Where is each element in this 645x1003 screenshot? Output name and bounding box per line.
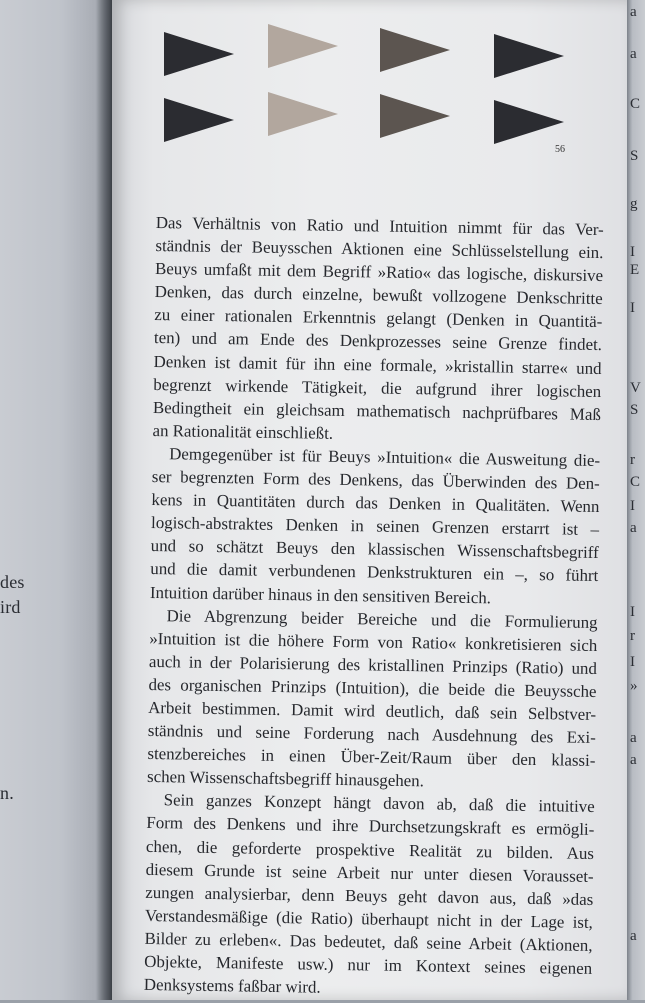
- triangle-ornament: [164, 22, 584, 152]
- right-page-fragment: V: [630, 380, 641, 396]
- right-page-fragment: a: [630, 730, 637, 746]
- right-page-fragment: I: [630, 498, 635, 514]
- text-line: Objekte, Manifeste usw.) nur im Kontext seines eigenen: [144, 951, 593, 978]
- right-page-fragment: a: [630, 928, 637, 944]
- right-page-fragment: S: [630, 148, 639, 164]
- text-line: stenzbereiches in einen Über-Zeit/Raum über den klassi-: [147, 744, 596, 771]
- paragraph-1: [152, 211, 604, 449]
- right-page-fragment: I: [630, 604, 635, 620]
- text-line: ständnis der Beuysschen Aktionen eine Schlüsselstellung ein.: [155, 236, 604, 263]
- text-line: Denken ist damit für ihn eine formale, »kristallin starre« und: [153, 351, 602, 378]
- triangle-mid-2: [380, 94, 450, 138]
- text-line: und die damit verbundenen Denkstrukturen ein –, so führt: [150, 559, 599, 586]
- text-line: kens in Quantitäten durch das Denken in Qualitäten. Wenn: [151, 490, 600, 517]
- right-page-fragment: r: [630, 452, 635, 468]
- text-line: »Intuition ist die höhere Form von Ratio« konkretisieren sich: [149, 628, 598, 655]
- text-line: Demgegenüber ist für Beuys »Intuition« die Ausweitung die-: [169, 444, 601, 470]
- text-line: an Rationalität einschließt.: [152, 420, 334, 443]
- right-page-fragment: C: [630, 474, 641, 490]
- triangle-light-1: [268, 24, 338, 68]
- triangle-light-2: [268, 92, 338, 136]
- text-line: Arbeit bestimmen. Damit wird deutlich, daß sein Selbstver-: [148, 697, 597, 724]
- right-page-edge: [627, 0, 645, 1000]
- text-line: Beuys umfaßt mit dem Begriff »Ratio« das logische, diskursive: [154, 259, 604, 286]
- text-line: Bilder zu erleben«. Das bedeutet, daß seine Arbeit (Aktionen,: [144, 928, 593, 955]
- right-page-fragment: C: [630, 96, 641, 112]
- triangle-dark-2: [494, 34, 564, 78]
- page-number: 56: [555, 144, 565, 155]
- right-page-fragment: g: [630, 196, 638, 212]
- text-line: begrenzt wirkende Tätigkeit, die aufgrund ihrer logischen: [153, 374, 602, 401]
- triangle-dark-4: [494, 100, 564, 144]
- text-line: schen Wissenschaftsbegriff hinausgehen.: [146, 767, 425, 791]
- right-page-fragment: a: [630, 752, 637, 768]
- text-line: des organischen Prinzips (Intuition), die beide die Beuyssche: [148, 674, 597, 701]
- book-page: [112, 0, 627, 1000]
- text-line: Denksystems faßbar wird.: [143, 974, 321, 997]
- right-page-fragment: I: [630, 300, 635, 316]
- paragraph-4: [144, 788, 595, 1003]
- text-line: Die Abgrenzung beider Bereiche und die Formulierung: [166, 605, 598, 632]
- right-page-fragment: a: [630, 4, 637, 20]
- text-line: und so schätzt Beuys den klassischen Wissenschaftsbegriff: [150, 536, 599, 563]
- paragraph-2: [150, 442, 600, 611]
- right-page-fragment: r: [630, 628, 635, 644]
- text-line: zungen analysierbar, denn Beuys geht davon aus, daß »das: [145, 882, 594, 909]
- paragraph-3: [147, 604, 598, 796]
- text-line: ständnis und seine Forderung nach Ausdehnung des Exi-: [147, 720, 596, 748]
- left-page-fragment: ird: [0, 597, 21, 617]
- text-line: Denken, das durch einzelne, bewußt vollzogene Denkschritte: [154, 282, 603, 309]
- text-line: Das Verhältnis von Ratio und Intuition nimmt für das Ver-: [155, 212, 604, 240]
- left-page-fragment: n.: [0, 783, 14, 803]
- triangle-dark-3: [164, 98, 234, 142]
- right-page-fragment: E: [630, 262, 640, 278]
- triangle-dark-1: [164, 32, 234, 76]
- text-line: ten) und am Ende des Denkprozesses seine Grenze findet.: [153, 328, 603, 355]
- right-page-fragment: a: [630, 520, 637, 536]
- text-line: logisch-abstraktes Denken in seinen Grenzen erstarrt ist –: [150, 513, 600, 540]
- text-line: Intuition darüber hinaus in den sensitiven Bereich.: [149, 582, 492, 607]
- text-line: Verstandesmäßige (die Ratio) überhaupt nicht in der Lage ist,: [144, 905, 594, 932]
- text-line: Sein ganzes Konzept hängt davon ab, daß die intuitive: [163, 790, 595, 817]
- text-line: ser begrenzten Form des Denkens, das Überwinden des Den-: [151, 466, 600, 494]
- left-page-fragment: des: [0, 572, 25, 592]
- text-line: Bedingtheit ein gleichsam mathematisch nachprüfbares Maß: [152, 397, 602, 424]
- right-page-fragment: S: [630, 402, 639, 418]
- text-line: chen, die geforderte prospektive Realität zu bilden. Aus: [145, 836, 595, 863]
- right-page-fragment: I: [630, 244, 635, 260]
- text-line: Form des Denkens und ihre Durchsetzungskraft es ermögli-: [146, 813, 595, 840]
- text-line: zu einer rationalen Erkenntnis gelangt (Denken in Quantitä-: [154, 305, 603, 332]
- body-text: [144, 211, 604, 1003]
- triangle-mid-1: [380, 28, 450, 72]
- text-line: auch in der Polarisierung des kristallinen Prinzips (Ratio) und: [148, 651, 598, 678]
- right-page-fragment: I: [630, 654, 635, 670]
- right-page-fragment: »: [630, 678, 638, 694]
- right-page-fragment: a: [630, 46, 637, 62]
- text-line: diesem Grunde ist seine Arbeit nur unter diesen Vorausset-: [145, 859, 594, 886]
